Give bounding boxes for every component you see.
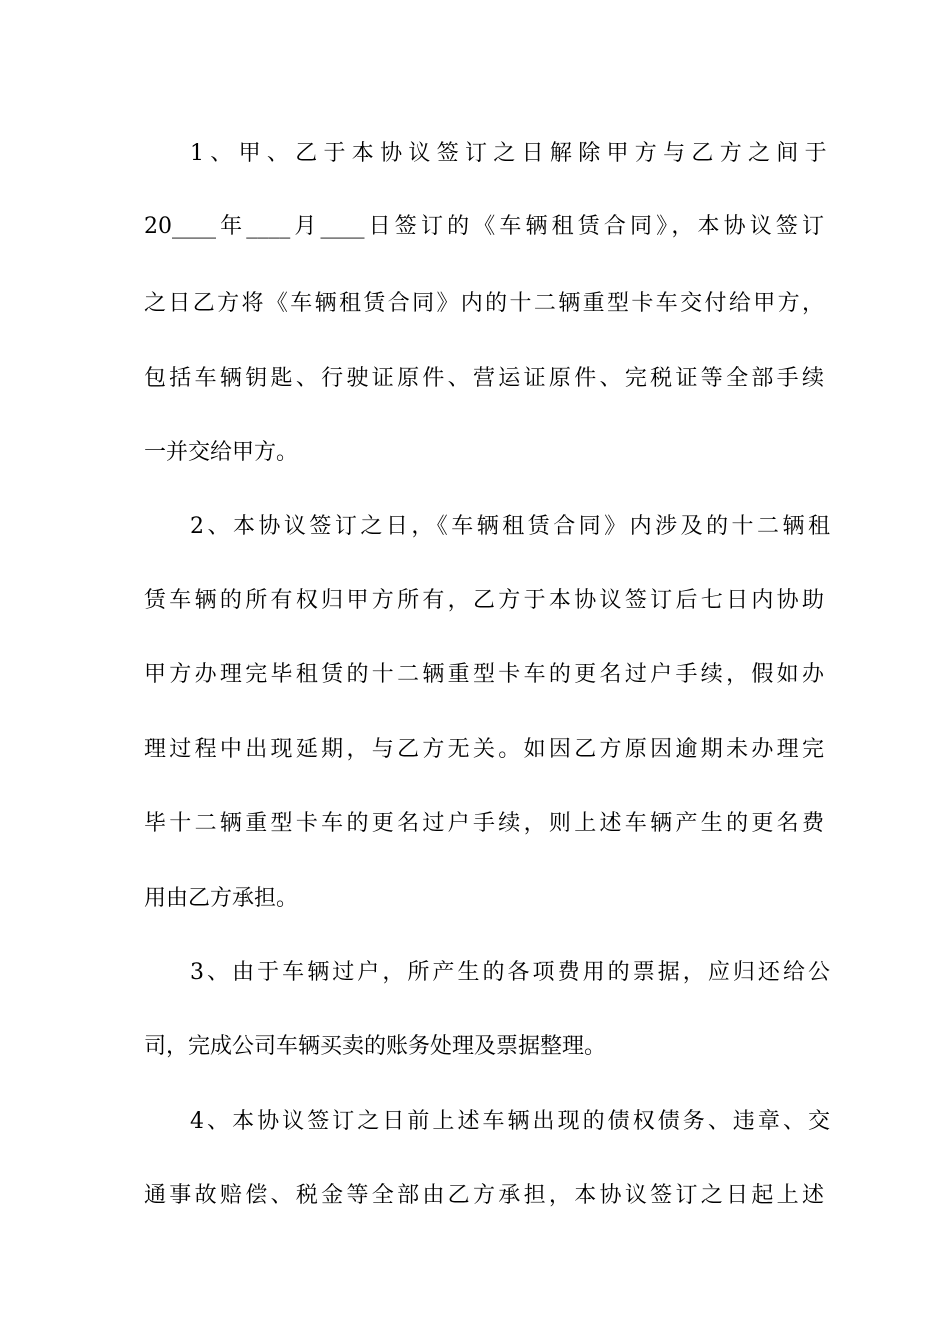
clause-3-line-1: 3、由于车辆过户，所产生的各项费用的票据，应归还给公 <box>190 960 830 985</box>
clause-1-line-2: 20____年____月____日签订的《车辆租赁合同》，本协议签订 <box>144 214 824 239</box>
clause-2-line-2: 赁车辆的所有权归甲方所有，乙方于本协议签订后七日内协助 <box>144 588 824 613</box>
clause-1-line-3: 之日乙方将《车辆租赁合同》内的十二辆重型卡车交付给甲方， <box>144 291 824 316</box>
clause-4-line-2: 通事故赔偿、税金等全部由乙方承担，本协议签订之日起上述 <box>144 1183 824 1208</box>
clause-1-line-1: 1、甲、乙于本协议签订之日解除甲方与乙方之间于 <box>190 141 830 166</box>
clause-2-line-6: 用由乙方承担。 <box>144 886 299 911</box>
clause-2-line-4: 理过程中出现延期，与乙方无关。如因乙方原因逾期未办理完 <box>144 737 824 762</box>
clause-1-line-5: 一并交给甲方。 <box>144 440 299 465</box>
clause-2-line-3: 甲方办理完毕租赁的十二辆重型卡车的更名过户手续，假如办 <box>144 662 824 687</box>
clause-4-line-1: 4、本协议签订之日前上述车辆出现的债权债务、违章、交 <box>190 1109 830 1134</box>
clause-3-line-2: 司，完成公司车辆买卖的账务处理及票据整理。 <box>144 1034 607 1059</box>
clause-2-line-5: 毕十二辆重型卡车的更名过户手续，则上述车辆产生的更名费 <box>144 811 824 836</box>
clause-1-line-4: 包括车辆钥匙、行驶证原件、营运证原件、完税证等全部手续 <box>144 366 824 391</box>
clause-2-line-1: 2、本协议签订之日，《车辆租赁合同》内涉及的十二辆租 <box>190 514 830 539</box>
